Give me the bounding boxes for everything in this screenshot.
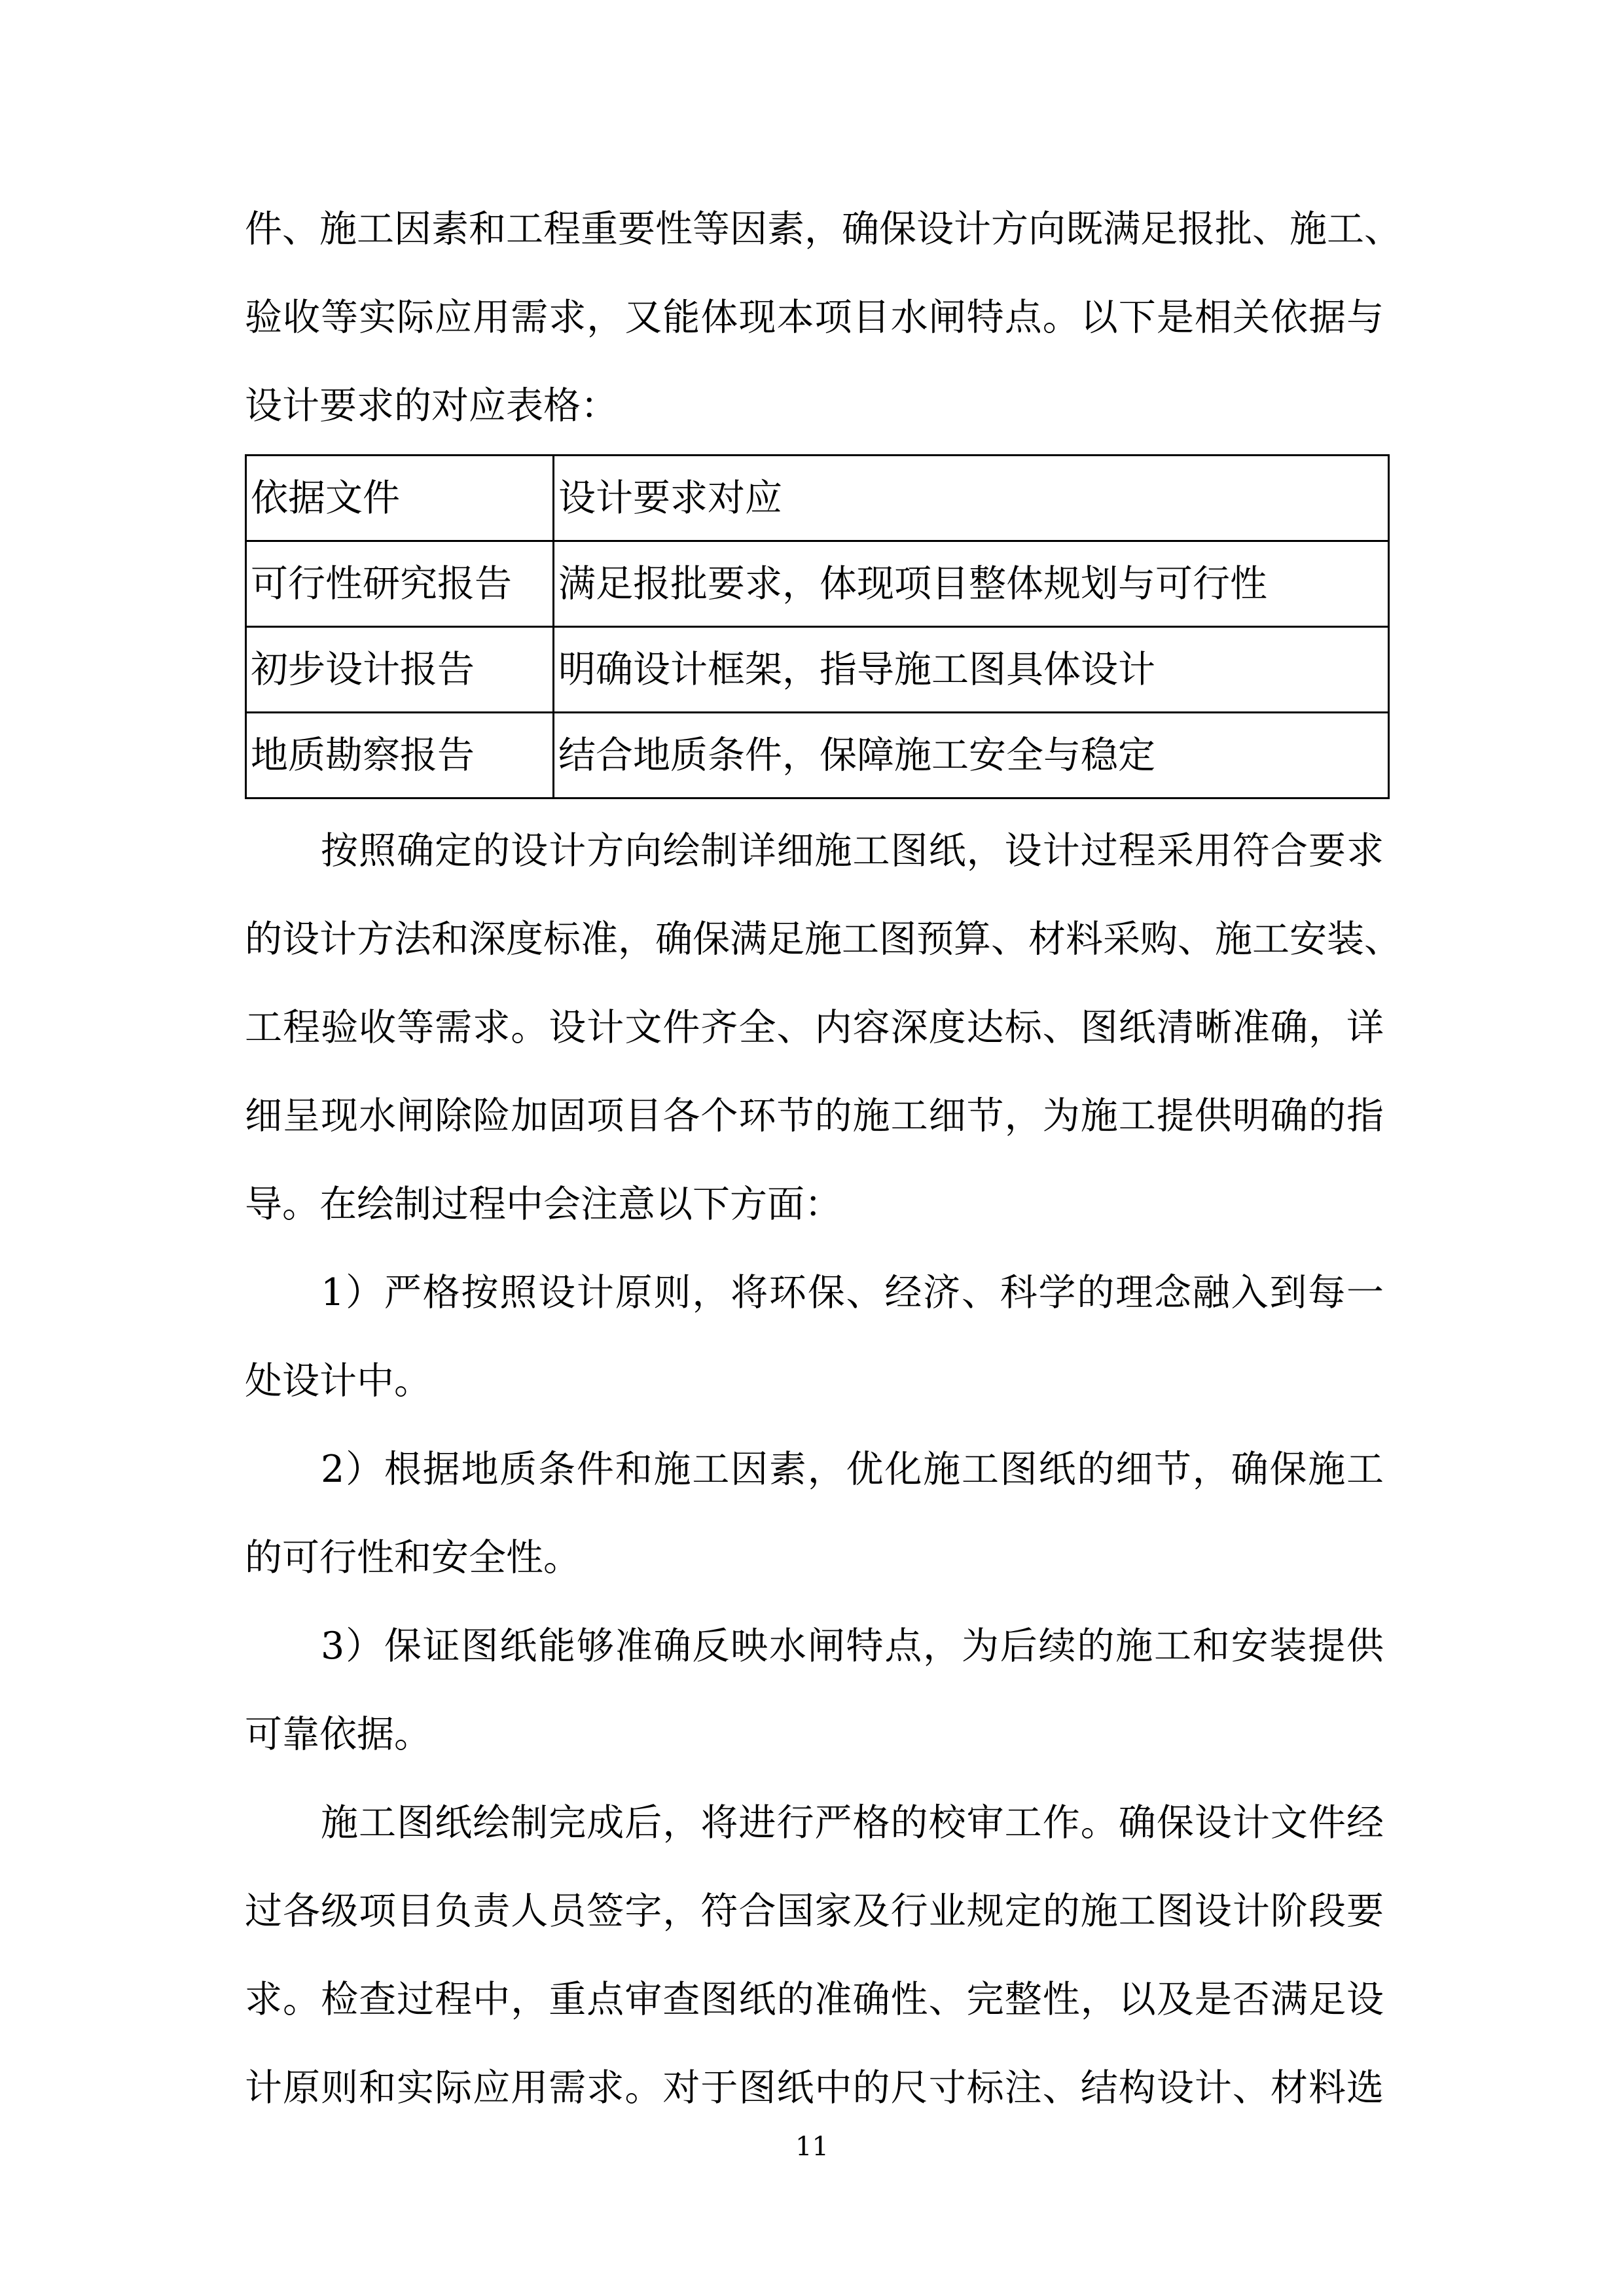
paragraph1-line-2: 的设计方法和深度标准，确保满足施工图预算、材料采购、施工安装、 [245, 918, 1401, 961]
table-row [246, 541, 1389, 627]
table-cell: 满足报批要求，体现项目整体规划与可行性 [554, 541, 1389, 627]
item2-line-1: 2）根据地质条件和施工因素，优化施工图纸的细节，确保施工 [321, 1448, 1384, 1491]
table-header-cell: 依据文件 [246, 456, 554, 541]
intro-line-2: 验收等实际应用需求，又能体现本项目水闸特点。以下是相关依据与 [245, 296, 1384, 339]
table-header-cell: 设计要求对应 [554, 456, 1389, 541]
item2-line-2: 的可行性和安全性。 [245, 1536, 581, 1579]
paragraph2-line-1: 施工图纸绘制完成后，将进行严格的校审工作。确保设计文件经 [321, 1801, 1384, 1844]
item3-line-1: 3）保证图纸能够准确反映水闸特点，为后续的施工和安装提供 [321, 1624, 1384, 1668]
paragraph1-line-3: 工程验收等需求。设计文件齐全、内容深度达标、图纸清晰准确，详 [245, 1006, 1384, 1049]
basis-requirements-table [245, 454, 1390, 799]
item3-line-2: 可靠依据。 [245, 1713, 431, 1756]
paragraph1-line-5: 导。在绘制过程中会注意以下方面： [245, 1183, 842, 1226]
table-cell: 明确设计框架，指导施工图具体设计 [554, 627, 1389, 713]
paragraph2-line-4: 计原则和实际应用需求。对于图纸中的尺寸标注、结构设计、材料选 [245, 2066, 1384, 2109]
page-number: 11 [795, 2132, 829, 2162]
table-cell: 可行性研究报告 [246, 541, 554, 627]
paragraph2-line-3: 求。检查过程中，重点审查图纸的准确性、完整性，以及是否满足设 [245, 1978, 1384, 2021]
table-row [246, 627, 1389, 713]
table-header-row [246, 456, 1389, 541]
table-cell: 地质勘察报告 [246, 713, 554, 798]
paragraph2-line-2: 过各级项目负责人员签字，符合国家及行业规定的施工图设计阶段要 [245, 1890, 1384, 1933]
item1-line-2: 处设计中。 [245, 1359, 431, 1403]
item1-line-1: 1）严格按照设计原则，将环保、经济、科学的理念融入到每一 [321, 1271, 1384, 1314]
table-cell: 结合地质条件，保障施工安全与稳定 [554, 713, 1389, 798]
intro-line-1: 件、施工因素和工程重要性等因素，确保设计方向既满足报批、施工、 [245, 207, 1401, 251]
table-row [246, 713, 1389, 798]
table-cell: 初步设计报告 [246, 627, 554, 713]
intro-line-3: 设计要求的对应表格： [245, 384, 618, 427]
paragraph1-line-4: 细呈现水闸除险加固项目各个环节的施工细节，为施工提供明确的指 [245, 1094, 1384, 1138]
paragraph1-line-1: 按照确定的设计方向绘制详细施工图纸，设计过程采用符合要求 [321, 829, 1384, 872]
